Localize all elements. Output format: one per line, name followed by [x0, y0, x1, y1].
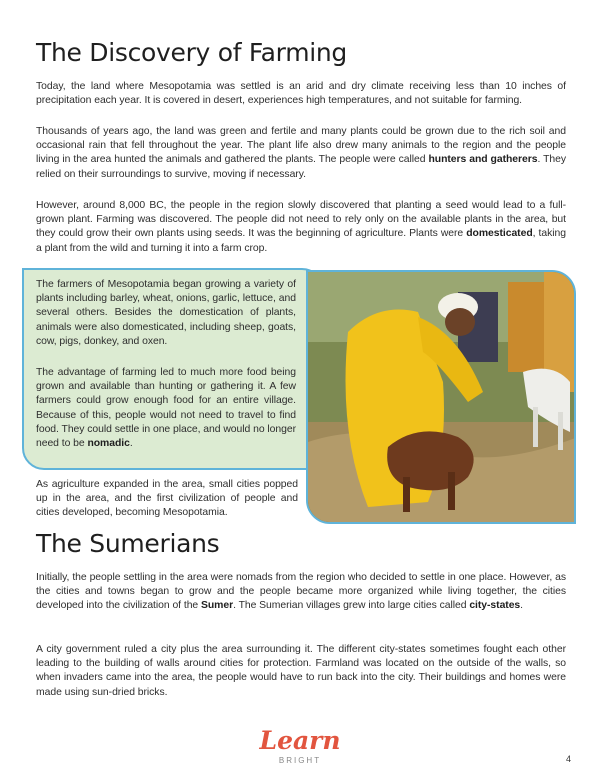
logo-subtitle: BRIGHT [278, 756, 322, 765]
term-city-states: city-states [469, 600, 521, 612]
text-segment: . The Sumerian villages grew into large cities called [233, 600, 470, 612]
term-hunters-gatherers: hunters and gatherers [428, 154, 538, 166]
text-segment: The advantage of farming led to much more food being grown and available than hunting or gathering it. A few farmers could grow enough food for an entire village. Because of this, people would not need to travel to find food. They could settle in one place, and would no longer need to be [36, 367, 296, 450]
term-nomadic: nomadic [87, 438, 130, 450]
text-segment: , taking a plant from the wild and turning it into a farm crop. [36, 228, 566, 254]
paragraph-hunters-gatherers [36, 125, 566, 182]
text-segment: Thousands of years ago, the land was green and fertile and many plants could be grown due to the rich soil and occasional rain that fell throughout the year. The plant life also drew many animals to the region and the people living in the area hunted the animals and gathered the plants. The people were called [36, 126, 566, 166]
text-segment: . [520, 600, 524, 612]
text-segment: . They relied on their surroundings to survive, moving if necessary. [36, 154, 567, 180]
callout-paragraph-crops: The farmers of Mesopotamia began growing a variety of plants including barley, wheat, onions, garlic, lettuce, and several others. Besides the domestication of plants, animals were also domesticated, including sheep, goats, cow, pigs, donkey, and oxen. [36, 279, 296, 347]
callout-paragraph-advantage [36, 366, 296, 451]
logo-wordmark: Learn [259, 726, 341, 755]
farmer-with-goat-photo [306, 270, 576, 524]
paragraph-farming-discovered [36, 199, 566, 256]
text-segment: Initially, the people settling in the area were nomads from the region who decided to settle in one place. However, as the cities and towns began to grow and the people became more organized while living together, the cities developed into the civilization of the [36, 572, 566, 612]
term-sumer: Sumer [201, 600, 234, 612]
section-title-farming: The Discovery of Farming [36, 38, 348, 67]
paragraph-climate: Today, the land where Mesopotamia was settled is an arid and dry climate receiving less than 10 inches of precipitation each year. It is covered in desert, experiences high temperatures, and not suitable for farming. [36, 81, 566, 107]
paragraph-first-civilization: As agriculture expanded in the area, small cities popped up in the area, and the first civilization of people and cities developed, becoming Mesopotamia. [36, 479, 298, 519]
text-segment: . [129, 438, 133, 450]
photo-illustration [308, 272, 576, 524]
paragraph-city-states [36, 571, 566, 614]
paragraph-city-government: A city government ruled a city plus the area surrounding it. The different city-states sometimes fought each other leading to the building of walls around cities for protection. Farmland was located on the outside of the walls, so when invaders came into the area, the people would have to run back into the city. Their buildings and homes were made using sun-dried bricks. [36, 644, 566, 698]
term-domesticated: domesticated [466, 228, 533, 240]
text-segment: However, around 8,000 BC, the people in the region slowly discovered that planting a seed would lead to a full-grown plant. Farming was discovered. The people did not need to rely only on the available plants in the area, but they could grow their own plants using seeds. It was the beginning of agriculture. Plants were [36, 200, 566, 240]
learn-bright-logo [250, 718, 350, 770]
section-title-sumerians: The Sumerians [36, 529, 220, 558]
page-number: 4 [566, 754, 572, 764]
